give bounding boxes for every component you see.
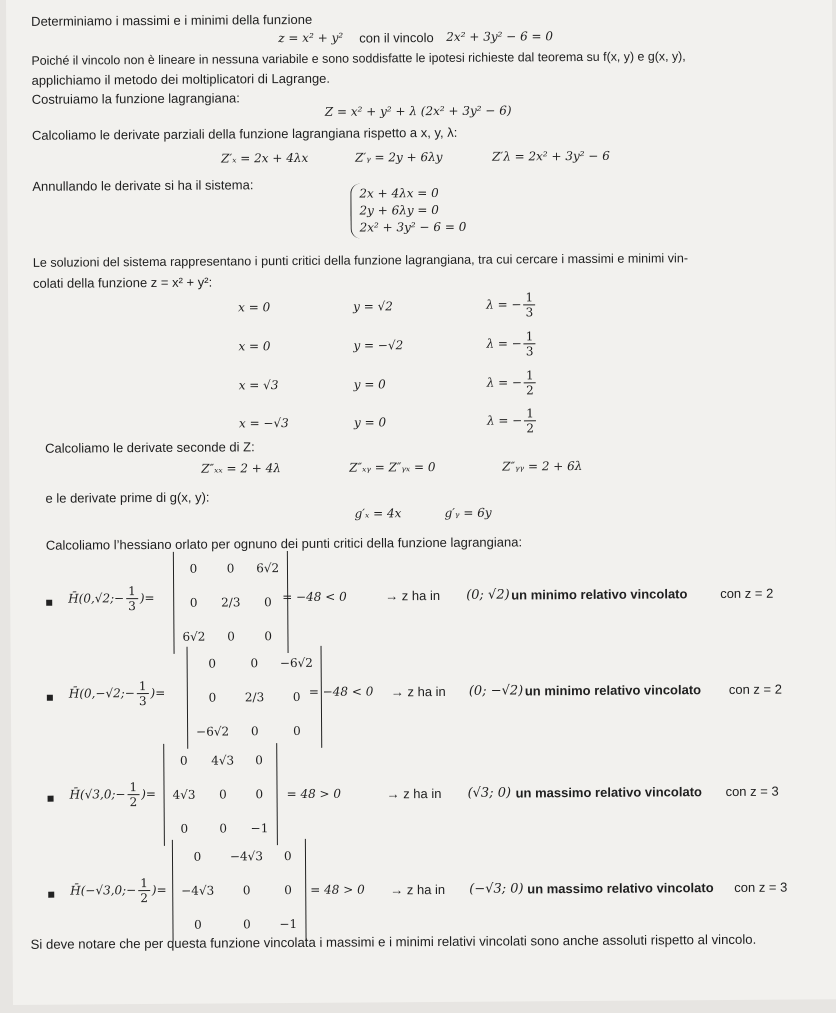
hessian-4-label: H̄(−√3,0;− $\frac{1}{2}$ )= (70, 876, 167, 906)
hessian-1-matrix: 0 0 6√2 0 2/3 0 6√2 0 0 (173, 551, 289, 654)
hessian-1-value: = −48 < 0 (282, 589, 347, 605)
hessian-intro: Calcoliamo l’hessiano orlato per ognuno dei punti critici della funzione lagrangiana: (45, 534, 523, 553)
sol2-y: y = −√2 (353, 338, 404, 353)
hessian-1-verdict: un minimo relativo vincolato (511, 586, 688, 603)
hessian-4-value: = 48 > 0 (310, 882, 365, 897)
hessian-4-arrow: → z ha in (390, 881, 446, 898)
hessian-2-value: = −48 < 0 (308, 684, 374, 699)
sol3-y: y = 0 (353, 377, 386, 392)
hessian-4-verdict: un massimo relativo vincolato (527, 880, 714, 897)
lagrangian-formula: Z = x² + y² + λ (2x² + 3y² − 6) (324, 103, 512, 119)
sol4-lambda: λ = − $\frac{1}{2}$ (486, 406, 535, 436)
constraint-formula: 2x² + 3y² − 6 = 0 (446, 29, 554, 44)
hessian-2-point: (0; −√2) (468, 683, 524, 699)
system-intro: Annullando le derivate si ha il sistema: (32, 177, 254, 194)
hessian-3-matrix: 0 4√3 0 4√3 0 0 0 0 −1 (163, 743, 277, 846)
system-eq-3: 2x² + 3y² − 6 = 0 (359, 219, 467, 235)
partial-lambda: Z′λ = 2x² + 3y² − 6 (492, 148, 610, 164)
sol1-lambda: λ = − $\frac{1}{3}$ (486, 290, 534, 320)
sol2-x: x = 0 (238, 339, 271, 354)
equation-system (350, 183, 466, 239)
hessian-4-z: con z = 3 (734, 879, 788, 895)
sol2-lambda: λ = − $\frac{1}{3}$ (486, 329, 534, 359)
hessian-2-matrix: 0 0 −6√2 0 2/3 0 −6√2 0 0 (187, 646, 323, 749)
explanation-line-1: Poiché il vincolo non è lineare in nessuna variabile e sono soddisfatte le ipotesi richieste dal teorema su f(x, y) e g(x, y), (31, 49, 686, 68)
sol3-x: x = √3 (238, 378, 279, 393)
g-derivs-intro: e le derivate prime di g(x, y): (45, 489, 210, 506)
system-eq-2: 2y + 6λy = 0 (359, 202, 439, 218)
problem-title: Determiniamo i massimi e i minimi della funzione (31, 11, 313, 29)
solutions-text-1: Le soluzioni del sistema rappresentano i punti critici della funzione lagrangiana, tra cui cercare i massimi e minimi vin- (32, 251, 689, 270)
z-xy: Z″ₓᵧ = Z″ᵧₓ = 0 (349, 460, 436, 475)
partial-y: Z′ᵧ = 2y + 6λy (355, 149, 443, 165)
g-y: g′ᵧ = 6y (444, 505, 492, 520)
system-eq-1: 2x + 4λx = 0 (359, 185, 439, 201)
explanation-line-2: applichiamo il metodo dei moltiplicatori di Lagrange. (31, 70, 331, 88)
bullet (46, 600, 52, 606)
hessian-1-arrow: → z ha in (385, 587, 441, 604)
hessian-4-point: (−√3; 0) (469, 881, 524, 897)
hessian-3-point: (√3; 0) (467, 785, 512, 801)
hessian-3-verdict: un massimo relativo vincolato (515, 784, 702, 801)
hessian-1-z: con z = 2 (720, 585, 774, 602)
sol1-y: y = √2 (353, 299, 393, 314)
constraint-label: con il vincolo (359, 30, 434, 46)
partial-x: Z′ₓ = 2x + 4λx (221, 150, 309, 166)
sol1-x: x = 0 (238, 300, 271, 315)
lagrangian-intro: Costruiamo la funzione lagrangiana: (31, 90, 240, 107)
hessian-2-arrow: → z ha in (390, 683, 446, 700)
z-yy: Z″ᵧᵧ = 2 + 6λ (502, 458, 583, 474)
hessian-3-arrow: → z ha in (386, 785, 442, 802)
sol3-lambda: λ = − $\frac{1}{2}$ (486, 368, 534, 398)
solutions-text-2: colati della funzione z = x² + y²: (32, 274, 213, 291)
bullet (47, 695, 53, 701)
conclusion: Si deve notare che per questa funzione vincolata i massimi e i minimi relativi vincolati sono anche assoluti rispetto al vincolo. (30, 931, 757, 952)
z-xx: Z″ₓₓ = 2 + 4λ (201, 461, 281, 476)
bullet (48, 892, 54, 898)
hessian-2-verdict: un minimo relativo vincolato (524, 682, 702, 699)
partials-intro: Calcoliamo le derivate parziali della funzione lagrangiana rispetto a x, y, λ: (31, 124, 458, 143)
function-formula: z = x² + y² (278, 30, 344, 46)
hessian-2-z: con z = 2 (728, 681, 783, 697)
hessian-3-value: = 48 > 0 (286, 786, 342, 802)
hessian-1-label: H̄(0,√2;− $\frac{1}{3}$ )= (68, 584, 155, 614)
textbook-page (6, 0, 836, 1005)
hessian-4-matrix: 0 −4√3 0 −4√3 0 0 0 0 −1 (172, 839, 306, 942)
hessian-3-z: con z = 3 (725, 783, 779, 799)
sol4-x: x = −√3 (238, 416, 289, 431)
hessian-3-label: H̄(√3,0;− $\frac{1}{2}$ )= (69, 780, 156, 810)
second-derivs-intro: Calcoliamo le derivate seconde di Z: (45, 439, 255, 456)
hessian-1-point: (0; √2) (466, 587, 510, 603)
hessian-2-label: H̄(0,−√2;− $\frac{1}{3}$ )= (68, 679, 166, 709)
sol4-y: y = 0 (353, 415, 387, 430)
g-x: g′ₓ = 4x (354, 506, 402, 521)
bullet (48, 796, 54, 802)
